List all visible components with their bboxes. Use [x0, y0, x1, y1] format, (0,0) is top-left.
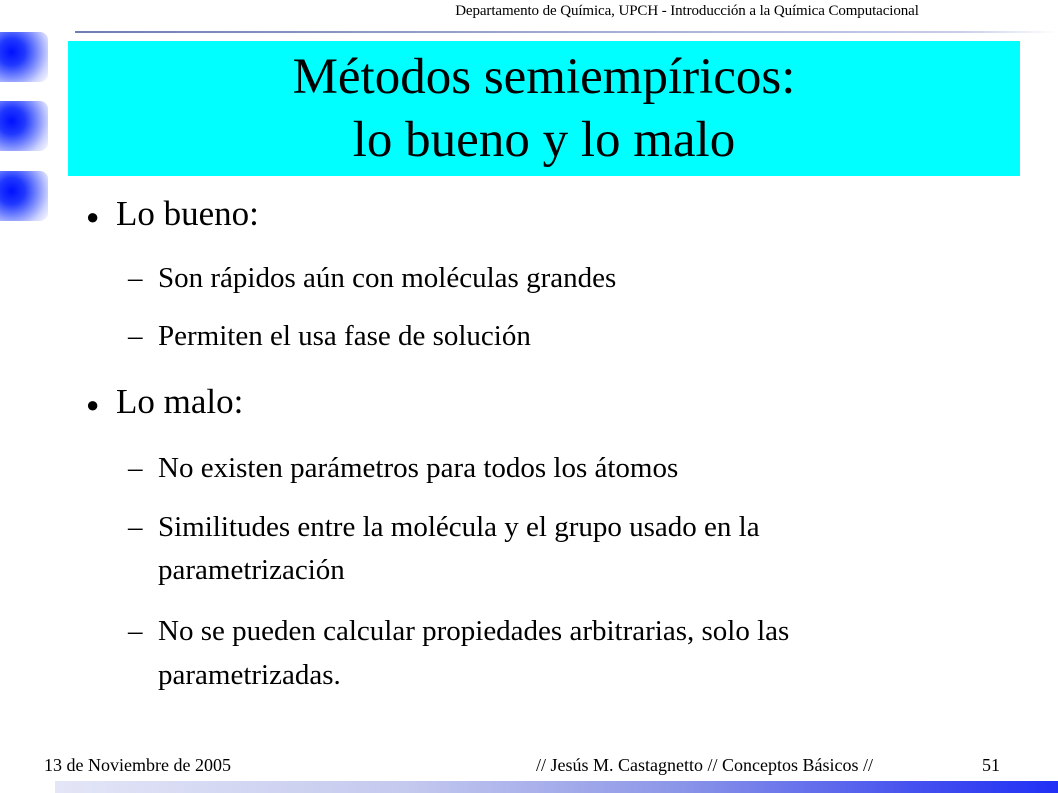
list-item: No existen parámetros para todos los átomos: [158, 452, 679, 484]
footer-date: 13 de Noviembre de 2005: [44, 755, 231, 775]
list-item: Son rápidos aún con moléculas grandes: [158, 262, 617, 294]
list-item-continuation: parametrizadas.: [158, 659, 341, 691]
dash-icon: –: [128, 320, 143, 352]
slide-title-line-1: Métodos semiempíricos:: [292, 49, 796, 105]
slide-title-box: [68, 41, 1020, 176]
list-item-continuation: parametrización: [158, 554, 345, 586]
dash-icon: –: [128, 615, 143, 647]
footer-author: // Jesús M. Castagnetto // Conceptos Básicos //: [536, 755, 873, 775]
section-heading-lo-malo: Lo malo:: [116, 382, 244, 421]
bullet-icon: ●: [86, 392, 100, 417]
list-item: Similitudes entre la molécula y el grupo usado en la: [158, 511, 760, 543]
decorative-blue-square: [0, 101, 48, 151]
decorative-blue-square: [0, 32, 48, 82]
dash-icon: –: [128, 262, 143, 294]
footer-gradient-bar: [55, 781, 1058, 793]
page-number: 51: [982, 755, 1000, 775]
list-item: Permiten el usa fase de solución: [158, 320, 531, 352]
slide-title-line-2: lo bueno y lo malo: [352, 112, 736, 168]
header-divider: [75, 31, 1058, 33]
dash-icon: –: [128, 511, 143, 543]
list-item: No se pueden calcular propiedades arbitrarias, solo las: [158, 615, 790, 647]
bullet-icon: ●: [86, 204, 100, 229]
dash-icon: –: [128, 452, 143, 484]
slide-header-text: Departamento de Química, UPCH - Introducción a la Química Computacional: [455, 3, 919, 19]
section-heading-lo-bueno: Lo bueno:: [116, 194, 259, 233]
decorative-blue-square: [0, 171, 48, 221]
